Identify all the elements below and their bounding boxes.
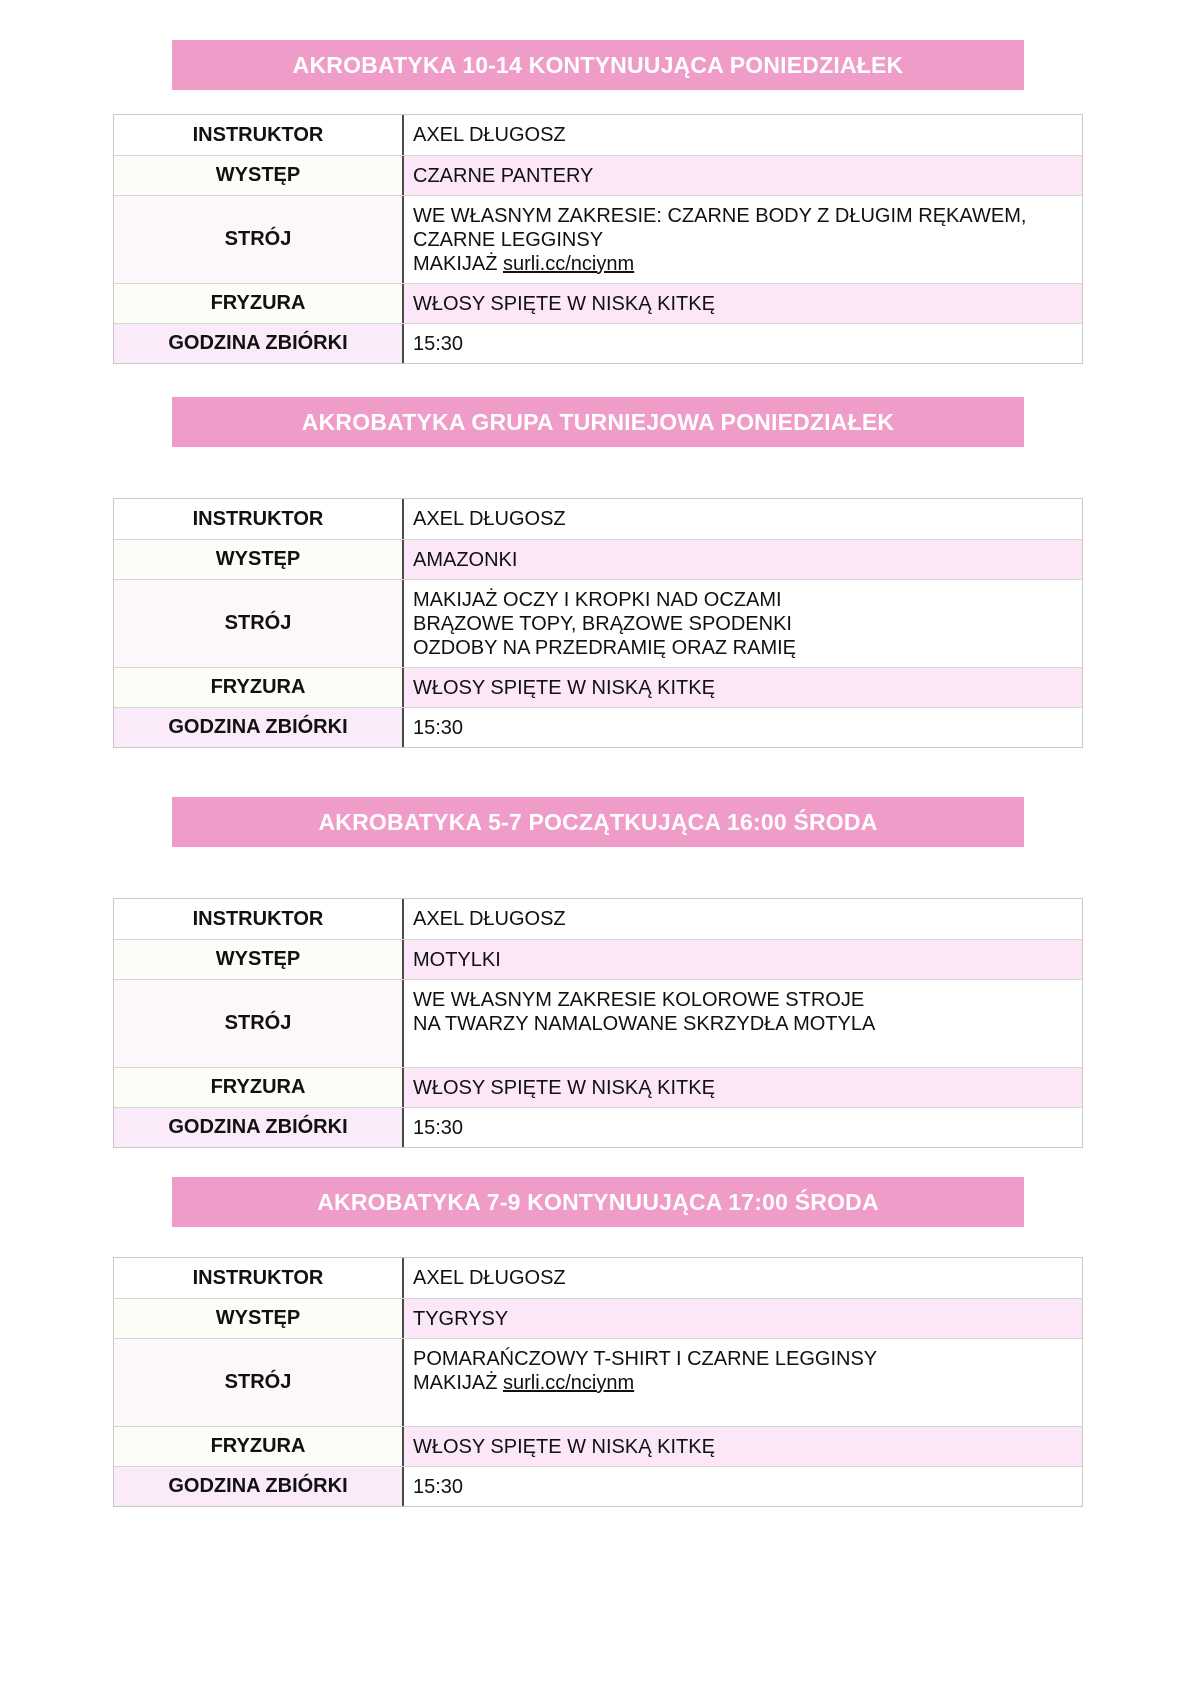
label-wystep: WYSTĘP [114, 156, 404, 195]
label-instruktor: INSTRUKTOR [114, 499, 404, 539]
value-fryzura: WŁOSY SPIĘTE W NISKĄ KITKĘ [404, 668, 1082, 707]
label-stroj: STRÓJ [114, 580, 404, 667]
row-stroj [114, 1338, 1082, 1426]
value-wystep: CZARNE PANTERY [404, 156, 1082, 195]
label-fryzura: FRYZURA [114, 1427, 404, 1466]
row-fryzura [114, 1067, 1082, 1107]
label-stroj: STRÓJ [114, 196, 404, 283]
label-instruktor: INSTRUKTOR [114, 899, 404, 939]
label-fryzura: FRYZURA [114, 284, 404, 323]
section-title-4: AKROBATYKA 7-9 KONTYNUUJĄCA 17:00 ŚRODA [172, 1177, 1024, 1227]
section-title-1: AKROBATYKA 10-14 KONTYNUUJĄCA PONIEDZIAŁEK [172, 40, 1024, 90]
label-wystep: WYSTĘP [114, 540, 404, 579]
label-fryzura: FRYZURA [114, 1068, 404, 1107]
row-godzina [114, 1107, 1082, 1147]
info-table-1 [113, 114, 1083, 364]
row-godzina [114, 323, 1082, 363]
row-wystep [114, 539, 1082, 579]
row-stroj [114, 195, 1082, 283]
label-godzina: GODZINA ZBIÓRKI [114, 708, 404, 747]
value-instruktor: AXEL DŁUGOSZ [404, 899, 1082, 939]
row-fryzura [114, 667, 1082, 707]
row-wystep [114, 1298, 1082, 1338]
value-fryzura: WŁOSY SPIĘTE W NISKĄ KITKĘ [404, 1427, 1082, 1466]
value-instruktor: AXEL DŁUGOSZ [404, 499, 1082, 539]
stroj-line: MAKIJAŻ OCZY I KROPKI NAD OCZAMI [413, 588, 782, 611]
info-table-3 [113, 898, 1083, 1148]
row-godzina [114, 1466, 1082, 1506]
value-stroj [404, 1339, 1082, 1426]
stroj-line: WE WŁASNYM ZAKRESIE KOLOROWE STROJE [413, 989, 865, 1011]
value-stroj [404, 980, 1082, 1067]
label-stroj: STRÓJ [114, 1339, 404, 1426]
stroj-line: POMARAŃCZOWY T-SHIRT I CZARNE LEGGINSY [413, 1348, 878, 1370]
section-title-2: AKROBATYKA GRUPA TURNIEJOWA PONIEDZIAŁEK [172, 397, 1024, 447]
value-wystep: MOTYLKI [404, 940, 1082, 979]
label-instruktor: INSTRUKTOR [114, 1258, 404, 1298]
makijaz-line [413, 1371, 1073, 1395]
makijaz-link[interactable]: surli.cc/nciynm [503, 252, 635, 275]
label-godzina: GODZINA ZBIÓRKI [114, 1108, 404, 1147]
row-wystep [114, 155, 1082, 195]
row-fryzura [114, 283, 1082, 323]
row-godzina [114, 707, 1082, 747]
row-instruktor [114, 499, 1082, 539]
stroj-line: WE WŁASNYM ZAKRESIE: CZARNE BODY Z DŁUGIM RĘKAWEM, [413, 204, 1027, 227]
makijaz-line [413, 252, 1073, 276]
value-fryzura: WŁOSY SPIĘTE W NISKĄ KITKĘ [404, 1068, 1082, 1107]
label-wystep: WYSTĘP [114, 1299, 404, 1338]
value-godzina: 15:30 [404, 1467, 1082, 1506]
value-godzina: 15:30 [404, 324, 1082, 363]
label-wystep: WYSTĘP [114, 940, 404, 979]
info-table-2 [113, 498, 1083, 748]
row-instruktor [114, 1258, 1082, 1298]
value-wystep: AMAZONKI [404, 540, 1082, 579]
value-fryzura: WŁOSY SPIĘTE W NISKĄ KITKĘ [404, 284, 1082, 323]
label-fryzura: FRYZURA [114, 668, 404, 707]
value-godzina: 15:30 [404, 708, 1082, 747]
label-godzina: GODZINA ZBIÓRKI [114, 324, 404, 363]
value-wystep: TYGRYSY [404, 1299, 1082, 1338]
label-stroj: STRÓJ [114, 980, 404, 1067]
stroj-line: CZARNE LEGGINSY [413, 228, 604, 251]
stroj-line: BRĄZOWE TOPY, BRĄZOWE SPODENKI [413, 612, 792, 635]
stroj-line: NA TWARZY NAMALOWANE SKRZYDŁA MOTYLA [413, 1013, 876, 1035]
row-instruktor [114, 115, 1082, 155]
label-godzina: GODZINA ZBIÓRKI [114, 1467, 404, 1506]
makijaz-link[interactable]: surli.cc/nciynm [503, 1372, 635, 1394]
row-stroj [114, 979, 1082, 1067]
value-instruktor: AXEL DŁUGOSZ [404, 1258, 1082, 1298]
stroj-line: OZDOBY NA PRZEDRAMIĘ ORAZ RAMIĘ [413, 636, 797, 659]
value-instruktor: AXEL DŁUGOSZ [404, 115, 1082, 155]
row-stroj [114, 579, 1082, 667]
row-instruktor [114, 899, 1082, 939]
row-fryzura [114, 1426, 1082, 1466]
makijaz-label: MAKIJAŻ [413, 1372, 498, 1394]
value-stroj [404, 196, 1082, 283]
row-wystep [114, 939, 1082, 979]
makijaz-label: MAKIJAŻ [413, 252, 498, 275]
section-title-3: AKROBATYKA 5-7 POCZĄTKUJĄCA 16:00 ŚRODA [172, 797, 1024, 847]
label-instruktor: INSTRUKTOR [114, 115, 404, 155]
value-godzina: 15:30 [404, 1108, 1082, 1147]
value-stroj [404, 580, 1082, 667]
info-table-4 [113, 1257, 1083, 1507]
